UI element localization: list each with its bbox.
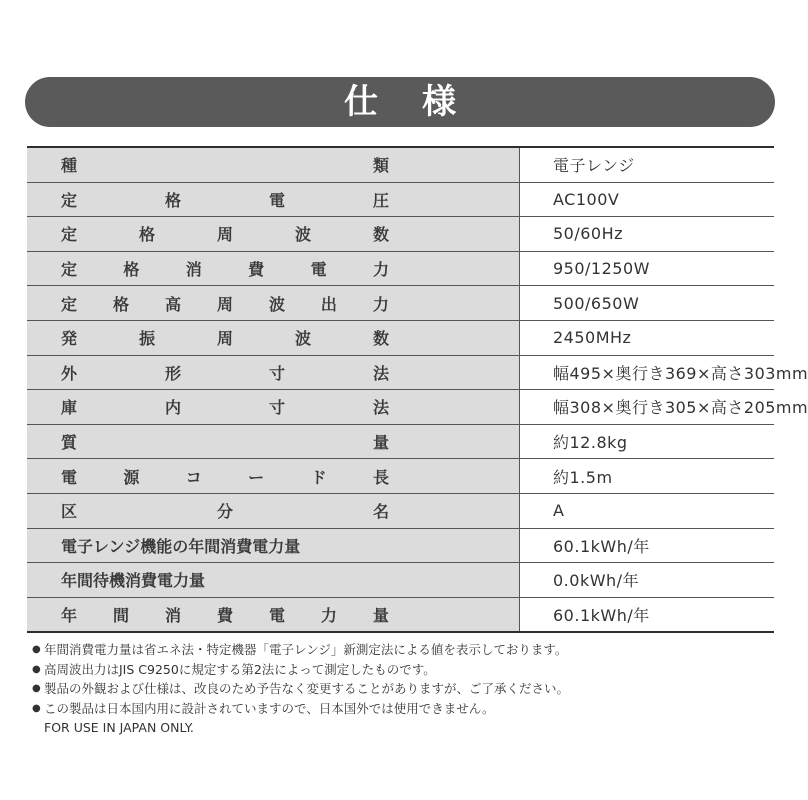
spec-label-text: 発 振 周 波 数 [61,329,389,349]
notes-section [32,640,772,738]
spec-label-text: 年間待機消費電力量 [61,571,206,591]
spec-label [27,217,520,252]
spec-row [27,459,774,494]
spec-value: 0.0kWh/年 [520,563,775,598]
spec-label [27,424,520,459]
spec-row [27,493,774,528]
spec-label-text: 種 類 [61,156,389,176]
spec-row [27,597,774,632]
spec-label-text: 庫 内 寸 法 [61,398,389,418]
bullet-icon: ● [32,644,41,655]
spec-value: 50/60Hz [520,217,775,252]
spec-label [27,390,520,425]
spec-table [27,146,808,633]
spec-row [27,563,774,598]
spec-value: 60.1kWh/年 [553,606,650,626]
spec-value: 950/1250W [520,251,775,286]
spec-value: 500/650W [520,286,775,321]
spec-value: 2450MHz [520,320,775,355]
spec-label [27,597,520,632]
spec-row [27,528,774,563]
spec-value: AC100V [520,182,775,217]
note-text: 年間消費電力量は省エネ法・特定機器「電子レンジ」新測定法による値を表示しております。 [44,642,568,657]
spec-header-banner [25,77,775,127]
bullet-icon: ● [32,683,41,694]
spec-label-text: 質 量 [61,433,389,453]
spec-value: 幅495×奥行き369×高さ303mm [520,355,775,390]
spec-value: 幅308×奥行き305×高さ205mm [520,390,775,425]
spec-label [27,182,520,217]
note-item [32,699,772,719]
spec-value: 電子レンジ [520,147,775,182]
spec-label [27,563,520,598]
spec-label-text: 外 形 寸 法 [61,363,389,383]
note-text: 高周波出力はJIS C9250に規定する第2法によって測定したものです。 [44,661,436,677]
spec-label [27,459,520,494]
spec-label-text: 電子レンジ機能の年間消費電力量 [61,536,301,556]
note-text: 製品の外観および仕様は、改良のため予告なく変更することがありますが、ご了承ください。 [44,681,570,696]
spec-row [27,147,774,182]
note-item [32,660,772,680]
spec-row [27,390,774,425]
note-text: この製品は日本国内用に設計されていますので、日本国外では使用できません。 [44,700,495,716]
spec-value: 約1.5m [520,459,775,494]
spec-label [27,251,520,286]
spec-value: 約12.8kg [520,424,775,459]
spec-value: 60.1kWh/年 [520,528,775,563]
note-item [32,640,772,660]
spec-label [27,355,520,390]
note-item [32,679,772,699]
spec-label-text: 定 格 電 圧 [61,190,389,210]
bullet-icon: ● [32,663,41,675]
spec-label [27,528,520,563]
spec-label-text: 区 分 名 [61,502,389,522]
spec-label-text: 定 格 消 費 電 力 [61,260,389,280]
spec-row [27,182,774,217]
spec-label-text: 電 源 コ ー ド 長 [61,467,389,487]
spec-label [27,147,520,182]
notes-list [32,640,772,718]
spec-row [27,320,774,355]
spec-label [27,493,520,528]
spec-label-text: 定 格 高 周 波 出 力 [61,294,389,314]
spec-label-text: 年 間 消 費 電 力 量 [61,606,389,626]
spec-table-body [27,147,808,632]
spec-label-text: 定 格 周 波 数 [61,225,389,245]
spec-row [27,355,774,390]
spec-row [27,424,774,459]
note-english: FOR USE IN JAPAN ONLY. [44,720,194,735]
bullet-icon: ● [32,702,41,714]
spec-title: 仕様 [344,82,500,122]
spec-label [27,286,520,321]
spec-row [27,286,774,321]
spec-row [27,217,774,252]
spec-value: A [520,493,775,528]
spec-label [27,320,520,355]
spec-row [27,251,774,286]
